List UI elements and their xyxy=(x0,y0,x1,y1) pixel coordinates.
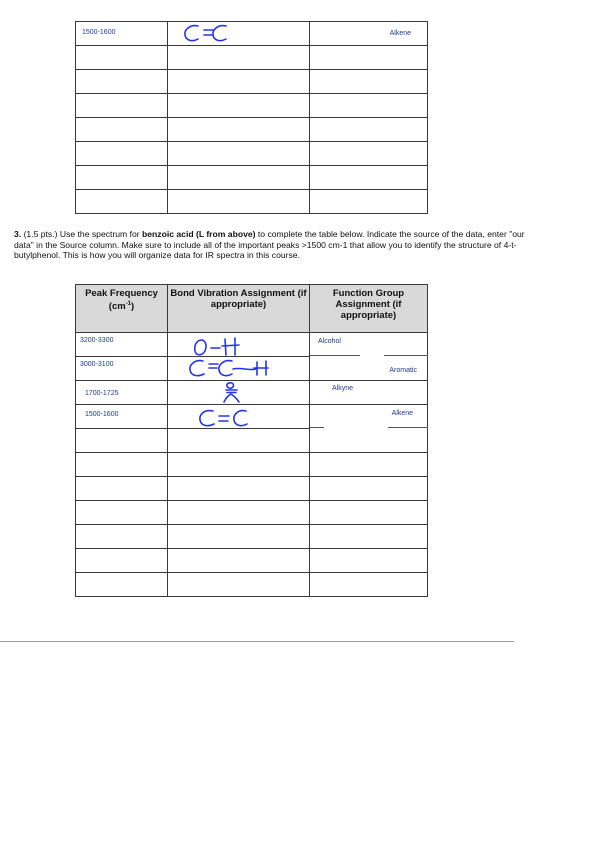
function-group-cell[interactable] xyxy=(310,357,428,381)
header-unit-base: (cm xyxy=(108,301,126,313)
bond-vibration-cell[interactable] xyxy=(168,381,310,405)
frequency-cell[interactable] xyxy=(76,142,168,166)
table-header-row xyxy=(76,285,428,333)
question-bold-phrase: benzoic acid (L from above) xyxy=(142,229,256,239)
header-function-group xyxy=(310,285,428,333)
frequency-value: 3000-3100 xyxy=(80,361,114,368)
page-divider xyxy=(0,641,514,642)
function-group-cell[interactable] xyxy=(310,22,428,46)
bond-vibration-cell[interactable] xyxy=(168,46,310,70)
handwritten-bond-o-h xyxy=(168,333,310,359)
function-group-cell[interactable] xyxy=(310,94,428,118)
frequency-cell[interactable] xyxy=(76,166,168,190)
frequency-cell[interactable] xyxy=(76,333,168,357)
bond-vibration-cell[interactable] xyxy=(168,573,310,597)
table-row xyxy=(76,70,428,94)
frequency-value: 1500-1600 xyxy=(82,29,116,36)
frequency-cell[interactable] xyxy=(76,381,168,405)
header-peak-frequency-label: Peak Frequency xyxy=(85,288,158,299)
table-row xyxy=(76,190,428,214)
frequency-cell[interactable] xyxy=(76,429,168,453)
table-row xyxy=(76,453,428,477)
table-row xyxy=(76,94,428,118)
header-unit-close: ) xyxy=(131,301,135,313)
table-row xyxy=(76,501,428,525)
table-row xyxy=(76,477,428,501)
frequency-value: 1700-1725 xyxy=(85,390,119,397)
function-group-value: Alcohol xyxy=(318,338,341,345)
frequency-cell[interactable] xyxy=(76,46,168,70)
table-row xyxy=(76,549,428,573)
question-instructions: to complete the table below. Indicate the source of the data, enter "our data" in the Source column. Make sure to include all of the important peaks >1500 cm-1 that allow you to identify the structure of 4-t-butylphenol. This is how you will organize data for IR spectra in this course. xyxy=(14,229,525,261)
bond-vibration-cell[interactable] xyxy=(168,549,310,573)
bond-vibration-cell[interactable] xyxy=(168,70,310,94)
bond-vibration-cell[interactable] xyxy=(168,477,310,501)
table-row xyxy=(76,429,428,453)
bond-vibration-cell[interactable] xyxy=(168,166,310,190)
function-group-cell[interactable] xyxy=(310,429,428,453)
frequency-cell[interactable] xyxy=(76,525,168,549)
frequency-cell[interactable] xyxy=(76,94,168,118)
header-bond-vibration-label: Bond Vibration Assignment (if appropriate) xyxy=(170,288,307,310)
table-row xyxy=(76,22,428,46)
function-group-value: Alkene xyxy=(389,30,411,37)
frequency-cell[interactable] xyxy=(76,118,168,142)
function-group-cell[interactable] xyxy=(310,453,428,477)
ir-data-table xyxy=(75,284,428,597)
table-row xyxy=(76,142,428,166)
table-row xyxy=(76,46,428,70)
table-row xyxy=(76,573,428,597)
handwritten-bond-c-double-c xyxy=(168,405,310,429)
bond-vibration-cell[interactable] xyxy=(168,525,310,549)
table-row xyxy=(76,333,428,357)
handwritten-bond-c-double-c xyxy=(168,22,310,46)
handwritten-bond-c-double-o xyxy=(168,381,310,405)
function-group-cell[interactable] xyxy=(310,190,428,214)
bond-vibration-cell[interactable] xyxy=(168,333,310,357)
function-group-cell[interactable] xyxy=(310,501,428,525)
bond-vibration-cell[interactable] xyxy=(168,453,310,477)
function-group-value: Aromatic xyxy=(389,367,417,374)
function-group-cell[interactable] xyxy=(310,477,428,501)
table-row xyxy=(76,118,428,142)
bond-vibration-cell[interactable] xyxy=(168,190,310,214)
frequency-cell[interactable] xyxy=(76,573,168,597)
bond-vibration-cell[interactable] xyxy=(168,142,310,166)
header-function-group-label: Function Group Assignment (if appropriate) xyxy=(332,288,405,321)
bond-vibration-cell[interactable] xyxy=(168,22,310,46)
function-group-cell[interactable] xyxy=(310,381,428,405)
table-row xyxy=(76,357,428,381)
frequency-cell[interactable] xyxy=(76,453,168,477)
function-group-value: Alkyne xyxy=(332,385,354,392)
question-number: 3. xyxy=(14,229,22,239)
handwritten-bond-c-double-c-h xyxy=(168,357,310,381)
bond-vibration-cell[interactable] xyxy=(168,94,310,118)
table-row xyxy=(76,166,428,190)
function-group-value: Alkene xyxy=(391,410,413,417)
question-points: (1.5 pts.) Use the spectrum for xyxy=(23,229,143,239)
function-group-cell[interactable] xyxy=(310,142,428,166)
frequency-cell[interactable] xyxy=(76,549,168,573)
bond-vibration-cell[interactable] xyxy=(168,429,310,453)
bond-vibration-cell[interactable] xyxy=(168,501,310,525)
header-bond-vibration xyxy=(168,285,310,333)
function-group-cell[interactable] xyxy=(310,525,428,549)
frequency-value: 1500-1600 xyxy=(85,411,119,418)
frequency-cell[interactable] xyxy=(76,501,168,525)
function-group-cell[interactable] xyxy=(310,118,428,142)
frequency-cell[interactable] xyxy=(76,357,168,381)
bond-vibration-cell[interactable] xyxy=(168,357,310,381)
function-group-cell[interactable] xyxy=(310,333,428,357)
frequency-cell[interactable] xyxy=(76,190,168,214)
frequency-cell[interactable] xyxy=(76,405,168,429)
function-group-cell[interactable] xyxy=(310,166,428,190)
frequency-cell[interactable] xyxy=(76,477,168,501)
frequency-cell[interactable] xyxy=(76,70,168,94)
frequency-value: 3200-3300 xyxy=(80,337,114,344)
header-peak-frequency xyxy=(76,285,168,333)
ir-table-top xyxy=(75,21,428,214)
bond-vibration-cell[interactable] xyxy=(168,118,310,142)
function-group-cell[interactable] xyxy=(310,70,428,94)
bond-vibration-cell[interactable] xyxy=(168,405,310,429)
function-group-cell[interactable] xyxy=(310,573,428,597)
question-3-text xyxy=(14,229,534,261)
table-row xyxy=(76,525,428,549)
frequency-cell[interactable] xyxy=(76,22,168,46)
header-unit-exponent: -1 xyxy=(125,301,132,307)
table-row xyxy=(76,381,428,405)
function-group-cell[interactable] xyxy=(310,46,428,70)
function-group-cell[interactable] xyxy=(310,549,428,573)
table-row xyxy=(76,405,428,429)
function-group-cell[interactable] xyxy=(310,405,428,429)
